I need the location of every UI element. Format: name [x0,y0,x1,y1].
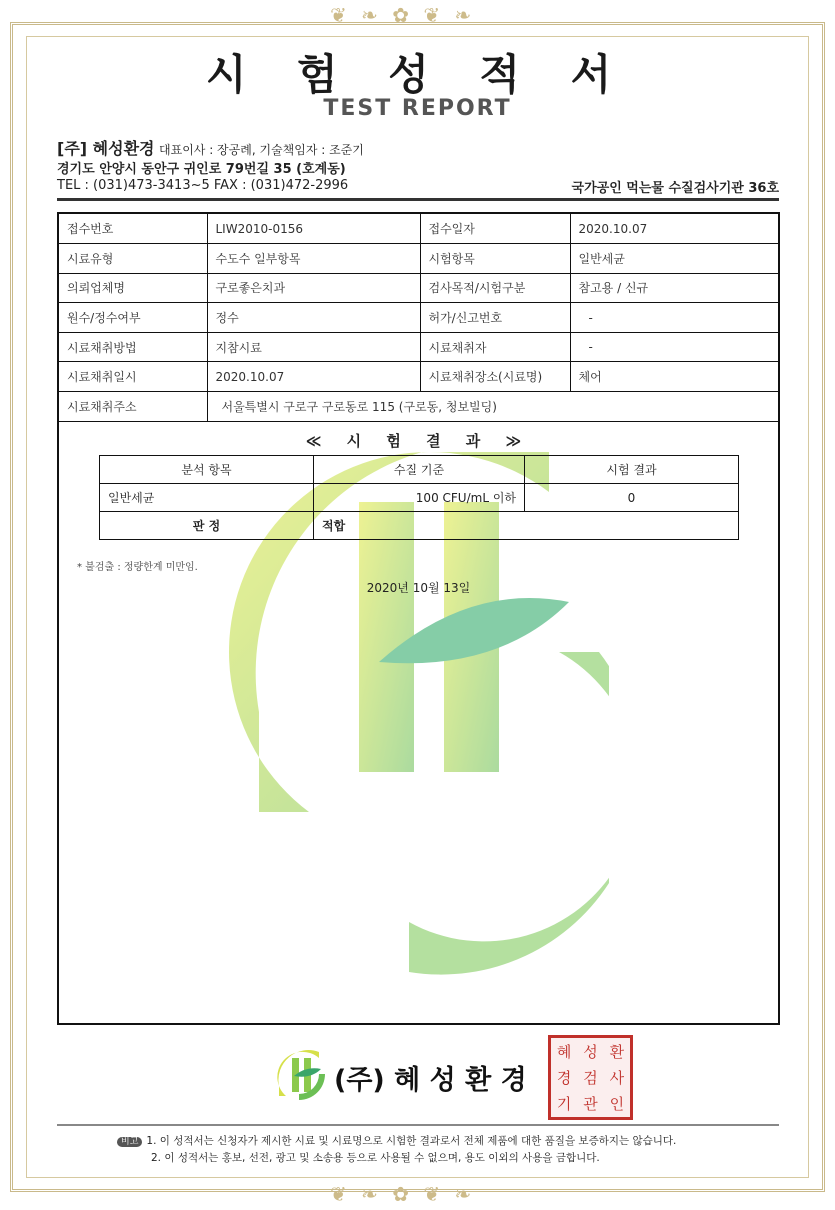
info-value: 일반세균 [570,244,778,274]
seal-glyph: 성 [583,1042,598,1061]
water-standard: 100 CFU/mL 이하 [314,484,525,512]
remark-2: 2. 이 성적서는 홍보, 선전, 광고 및 소송용 등으로 사용될 수 없으며, 용도 이외의 사용을 금합니다. [151,1152,600,1164]
table-header-row [100,456,739,484]
analysis-item: 일반세균 [100,484,314,512]
header-cell: 분석 항목 [100,456,314,484]
company-reps: 대표이사 : 장공례, 기술책임자 : 조준기 [159,143,364,157]
table-row [59,214,778,244]
table-row [59,303,778,333]
seal-glyph: 기 [556,1095,572,1114]
table-row [59,362,778,392]
info-value: 수도수 일부항목 [207,244,420,274]
report-body [57,212,780,1025]
seal-glyph: 사 [609,1068,625,1087]
info-label: 검사목적/시험구분 [420,273,570,303]
official-seal [548,1035,633,1120]
info-label: 허가/신고번호 [420,303,570,333]
info-value: 체어 [570,362,778,392]
info-label: 원수/정수여부 [59,303,207,333]
info-label: 접수일자 [420,214,570,244]
table-row [59,392,778,422]
issue-date: 2020년 10월 13일 [366,581,471,595]
judgement-label: 판 정 [100,512,314,540]
info-value: - [570,303,778,333]
info-value: 참고용 / 신규 [570,273,778,303]
results-title: ≪ 시 험 결 과 ≫ [305,432,532,450]
ornament-top: ❦ ❧ ✿ ❦ ❧ [330,3,476,27]
info-value: 서울특별시 구로구 구로동로 115 (구로동, 청보빌딩) [207,392,778,422]
test-result: 0 [525,484,739,512]
seal-glyph: 검 [583,1068,598,1087]
info-label: 시료채취자 [420,332,570,362]
company-contact: TEL : (031)473-3413~5 FAX : (031)472-2996 [57,178,349,193]
footer-rule [57,1124,779,1126]
table-row [59,332,778,362]
info-label: 시험항목 [420,244,570,274]
info-label: 시료채취주소 [59,392,207,422]
results-table [99,455,739,540]
seal-glyph: 환 [609,1042,625,1061]
company-name: [주] 혜성환경 [57,139,155,158]
info-value: 구로좋은치과 [207,273,420,303]
info-label: 시료유형 [59,244,207,274]
remarks [117,1133,676,1166]
header-cell: 시험 결과 [525,456,739,484]
company-address: 경기도 안양시 동안구 귀인로 79번길 35 (호계동) [57,162,346,177]
table-row [100,484,739,512]
judgement-row [100,512,739,540]
table-row [59,273,778,303]
info-label: 의뢰업체명 [59,273,207,303]
document-subtitle: TEST REPORT [323,96,512,121]
header-rule [57,198,779,201]
info-value: 2020.10.07 [570,214,778,244]
seal-glyph: 혜 [556,1042,572,1061]
judgement-value: 적합 [314,512,739,540]
institution-number: 국가공인 먹는물 수질검사기관 36호 [571,181,779,196]
info-label: 시료채취일시 [59,362,207,392]
remark-tag: 비고 [117,1137,142,1147]
info-value: 2020.10.07 [207,362,420,392]
info-label: 시료채취방법 [59,332,207,362]
company-logo-icon [275,1050,327,1102]
header-cell: 수질 기준 [314,456,525,484]
info-table [59,214,778,422]
info-value: 지참시료 [207,332,420,362]
ornament-bottom: ❦ ❧ ✿ ❦ ❧ [330,1182,476,1206]
info-value: - [570,332,778,362]
seal-glyph: 관 [583,1095,598,1114]
document-title: 시 험 성 적 서 [205,50,630,99]
info-label: 시료채취장소(시료명) [420,362,570,392]
remark-1: 1. 이 성적서는 신청자가 제시한 시료 및 시료명으로 시험한 결과로서 전체 제품에 대한 품질을 보증하지는 않습니다. [146,1135,677,1147]
info-value: 정수 [207,303,420,333]
seal-glyph: 경 [556,1068,572,1087]
info-label: 접수번호 [59,214,207,244]
footnote: * 불검출 : 정량한계 미만임. [77,562,198,573]
info-value: LIW2010-0156 [207,214,420,244]
footer-company-name: (주) 혜 성 환 경 [334,1065,527,1096]
seal-glyph: 인 [609,1095,625,1114]
table-row [59,244,778,274]
